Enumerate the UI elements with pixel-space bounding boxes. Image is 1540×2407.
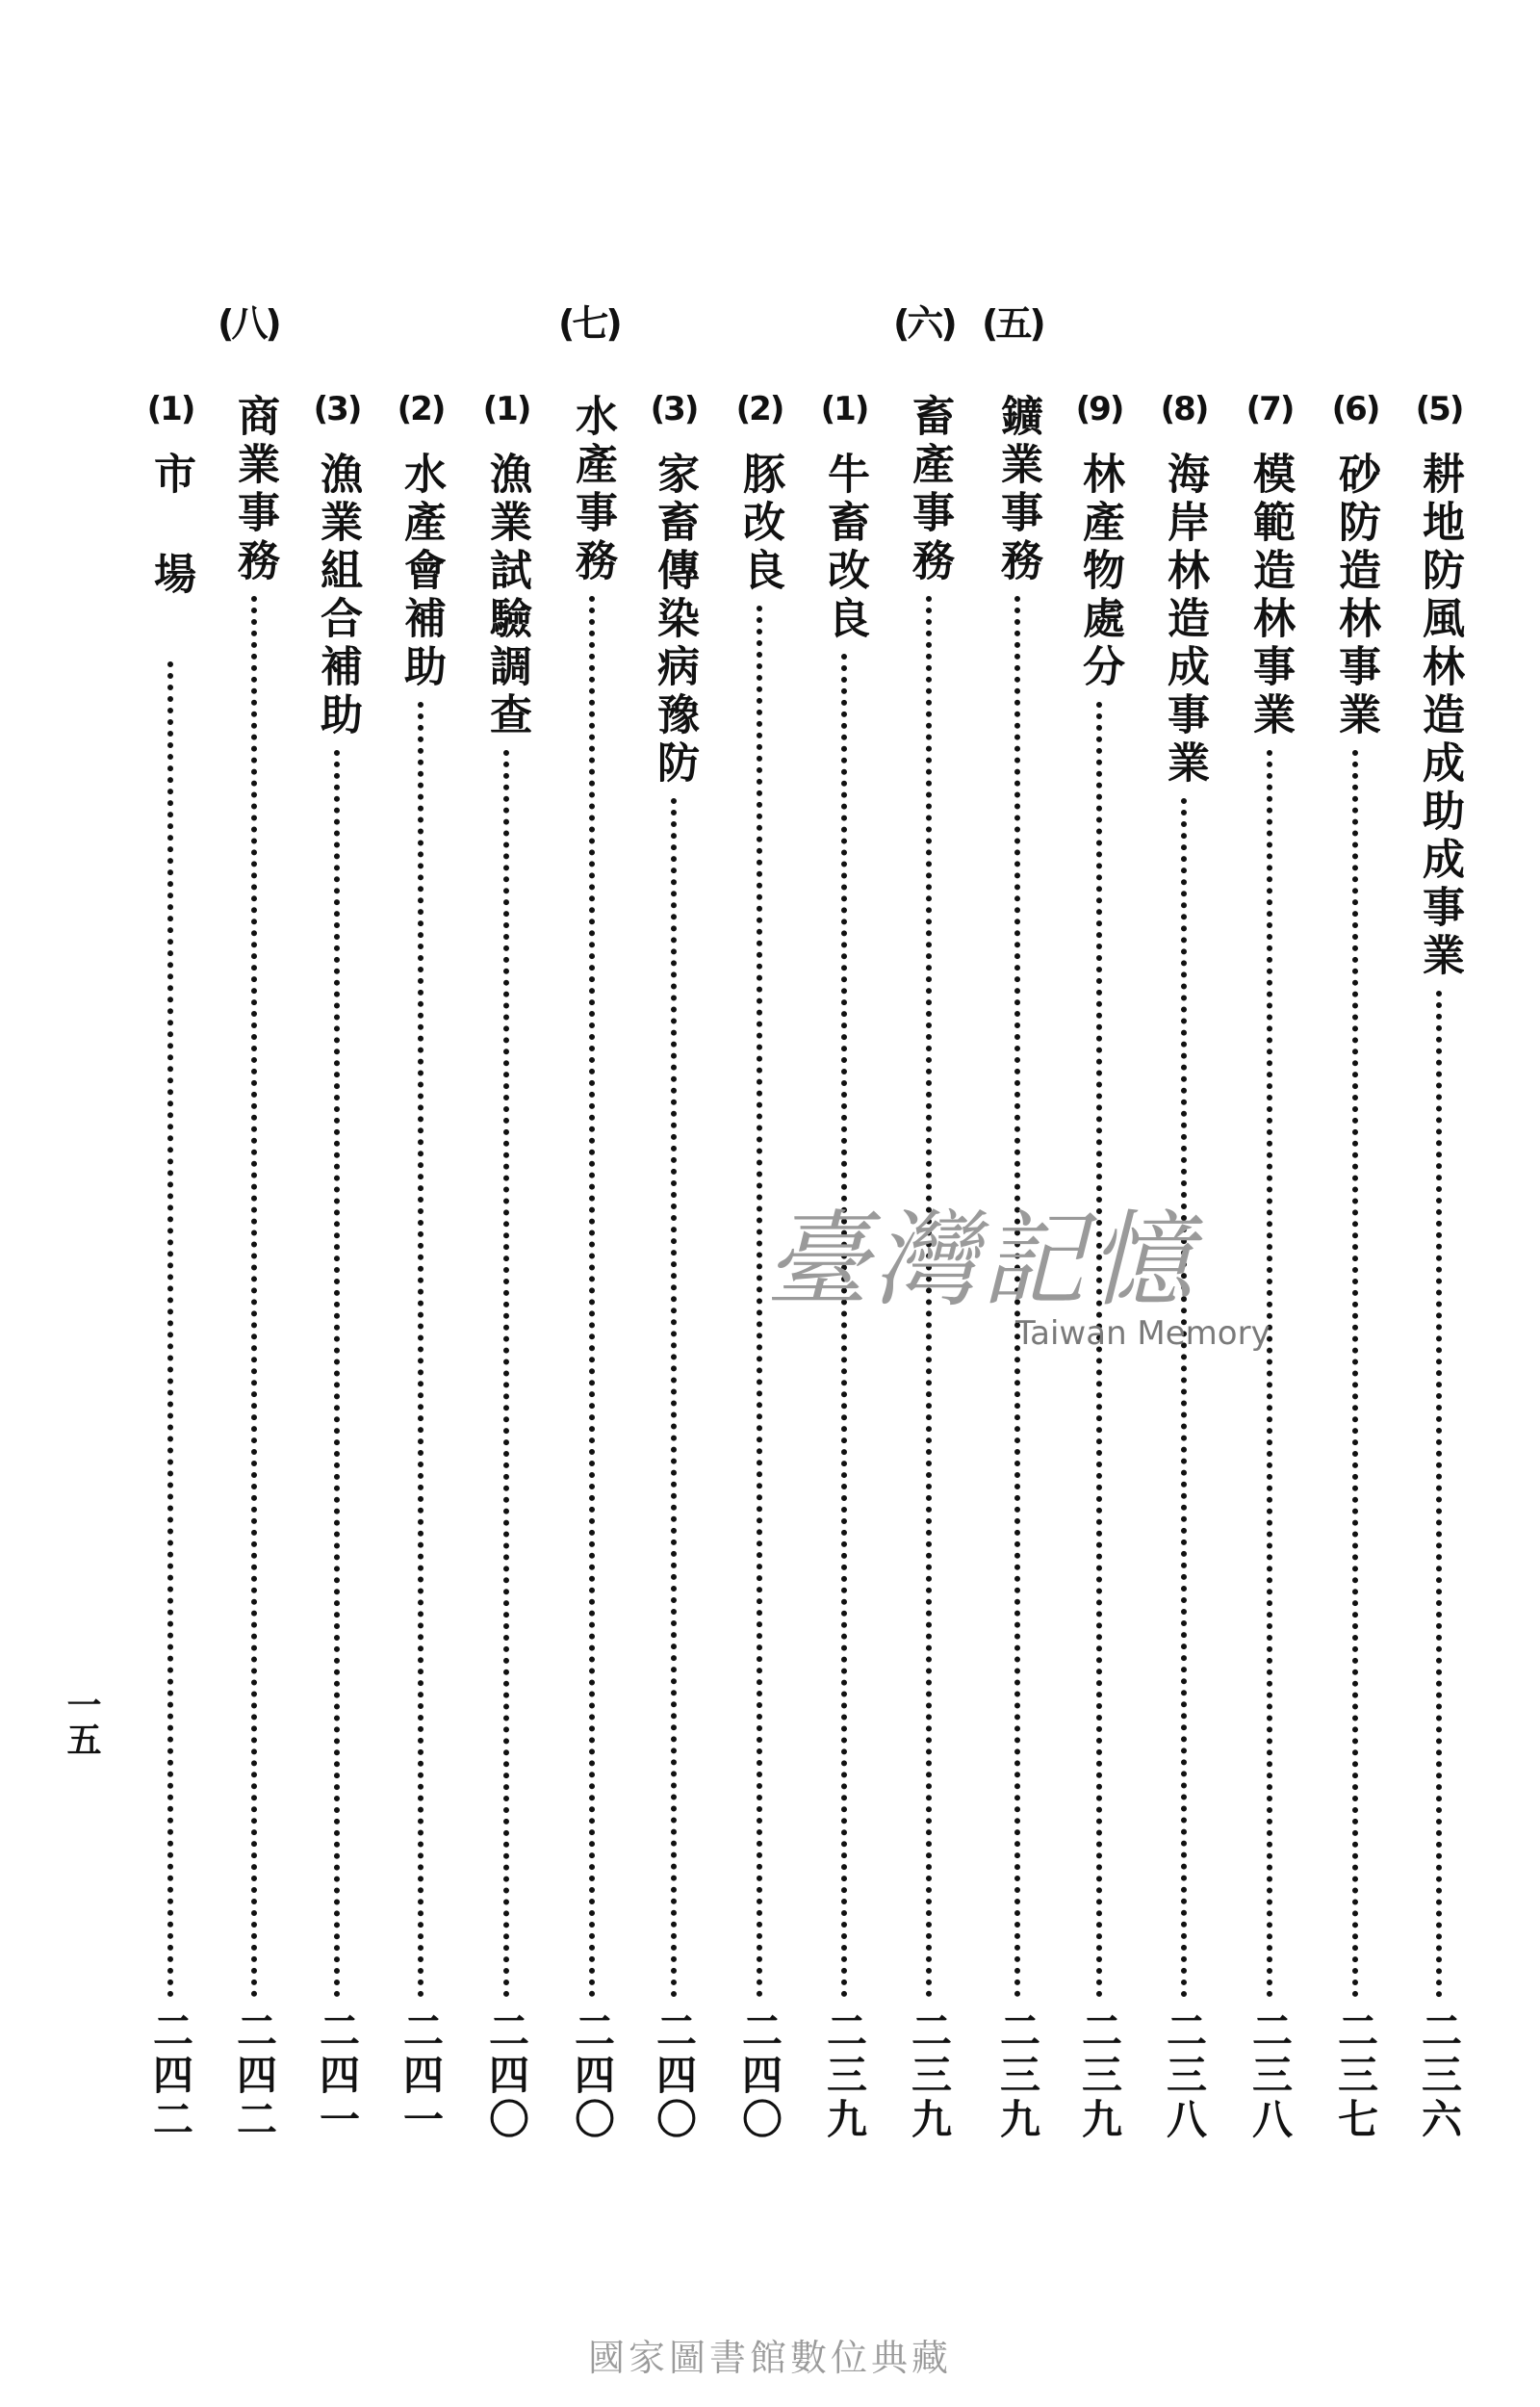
toc-entry[interactable] <box>306 380 368 2142</box>
toc-entry[interactable] <box>561 380 623 2142</box>
toc-entry[interactable] <box>223 380 285 2142</box>
watermark-english-text: Taiwan Memory <box>1015 1314 1270 1353</box>
entry-title: 畜產事務 <box>905 394 954 586</box>
section-header-7: (七) <box>558 302 620 345</box>
entry-number: (1) <box>820 390 868 428</box>
entry-title: 水產會補助 <box>397 452 446 692</box>
page-folio-number: 一五 <box>62 1687 102 1756</box>
entry-page-number: 二四一 <box>314 2009 361 2142</box>
section-header-6: (六) <box>893 302 955 345</box>
entry-title: 水產事務 <box>568 394 617 586</box>
entry-title: 林產物處分 <box>1075 452 1124 692</box>
dotted-leader <box>251 596 257 1998</box>
entry-page-number: 二三八 <box>1246 2009 1294 2142</box>
entry-number: (6) <box>1331 390 1379 428</box>
entry-title: 家畜傳染病豫防 <box>650 452 699 789</box>
section-header-8: (八) <box>218 302 279 345</box>
toc-entry[interactable] <box>1408 380 1470 2142</box>
entry-page-number: 二三六 <box>1416 2009 1463 2142</box>
entry-number: (1) <box>146 390 194 428</box>
toc-entry[interactable] <box>475 380 537 2142</box>
entry-title: 模範造林事業 <box>1245 452 1295 740</box>
dotted-leader <box>418 702 424 1998</box>
dotted-leader <box>1181 798 1187 1998</box>
dotted-leader <box>334 750 340 1998</box>
dotted-leader <box>167 661 173 1998</box>
entry-title: 牛畜改良 <box>820 452 869 644</box>
entry-page-number: 二三九 <box>821 2009 868 2142</box>
watermark-logo <box>765 1194 1285 1386</box>
entry-title: 豚改良 <box>735 452 784 596</box>
library-footer: 國家圖書館數位典藏 <box>587 2337 952 2379</box>
entry-title: 鑛業事務 <box>993 394 1042 586</box>
watermark-chinese-text: 臺灣記憶 <box>765 1201 1197 1321</box>
dotted-leader <box>589 596 595 1998</box>
entry-page-number: 二四〇 <box>483 2009 530 2142</box>
entry-title: 海岸林造成事業 <box>1160 452 1209 789</box>
dotted-leader <box>757 606 762 1998</box>
entry-page-number: 二三九 <box>906 2009 953 2142</box>
entry-title: 漁業試驗調查 <box>482 452 531 740</box>
dotted-leader <box>671 798 677 1998</box>
entry-number: (3) <box>650 390 698 428</box>
dotted-leader <box>503 750 509 1998</box>
entry-number: (9) <box>1075 390 1123 428</box>
entry-page-number: 二三八 <box>1161 2009 1208 2142</box>
entry-number: (1) <box>482 390 530 428</box>
entry-page-number: 二三七 <box>1332 2009 1379 2142</box>
toc-entry[interactable] <box>643 380 705 2142</box>
toc-entry[interactable] <box>1324 380 1386 2142</box>
entry-number: (2) <box>397 390 445 428</box>
entry-page-number: 二四二 <box>147 2009 194 2142</box>
dotted-leader <box>1436 991 1442 1998</box>
entry-page-number: 二三九 <box>994 2009 1041 2142</box>
entry-page-number: 二四〇 <box>736 2009 783 2142</box>
entry-number: (2) <box>735 390 783 428</box>
entry-title: 耕地防風林造成助成事業 <box>1415 452 1464 981</box>
entry-page-number: 二四二 <box>231 2009 278 2142</box>
section-header-5: (五) <box>982 302 1043 345</box>
entry-title: 商業事務 <box>230 394 279 586</box>
entry-page-number: 二三九 <box>1076 2009 1123 2142</box>
entry-page-number: 二四〇 <box>651 2009 698 2142</box>
entry-page-number: 二四〇 <box>569 2009 616 2142</box>
entry-title: 市場 <box>146 452 195 652</box>
entry-number: (3) <box>313 390 361 428</box>
entry-title: 漁業組合補助 <box>313 452 362 740</box>
entry-title: 砂防造林事業 <box>1331 452 1380 740</box>
dotted-leader <box>1352 750 1358 1998</box>
toc-entry[interactable] <box>140 380 201 2142</box>
entry-page-number: 二四一 <box>398 2009 445 2142</box>
entry-number: (8) <box>1160 390 1208 428</box>
toc-entry[interactable] <box>390 380 451 2142</box>
entry-number: (7) <box>1245 390 1294 428</box>
entry-number: (5) <box>1415 390 1463 428</box>
